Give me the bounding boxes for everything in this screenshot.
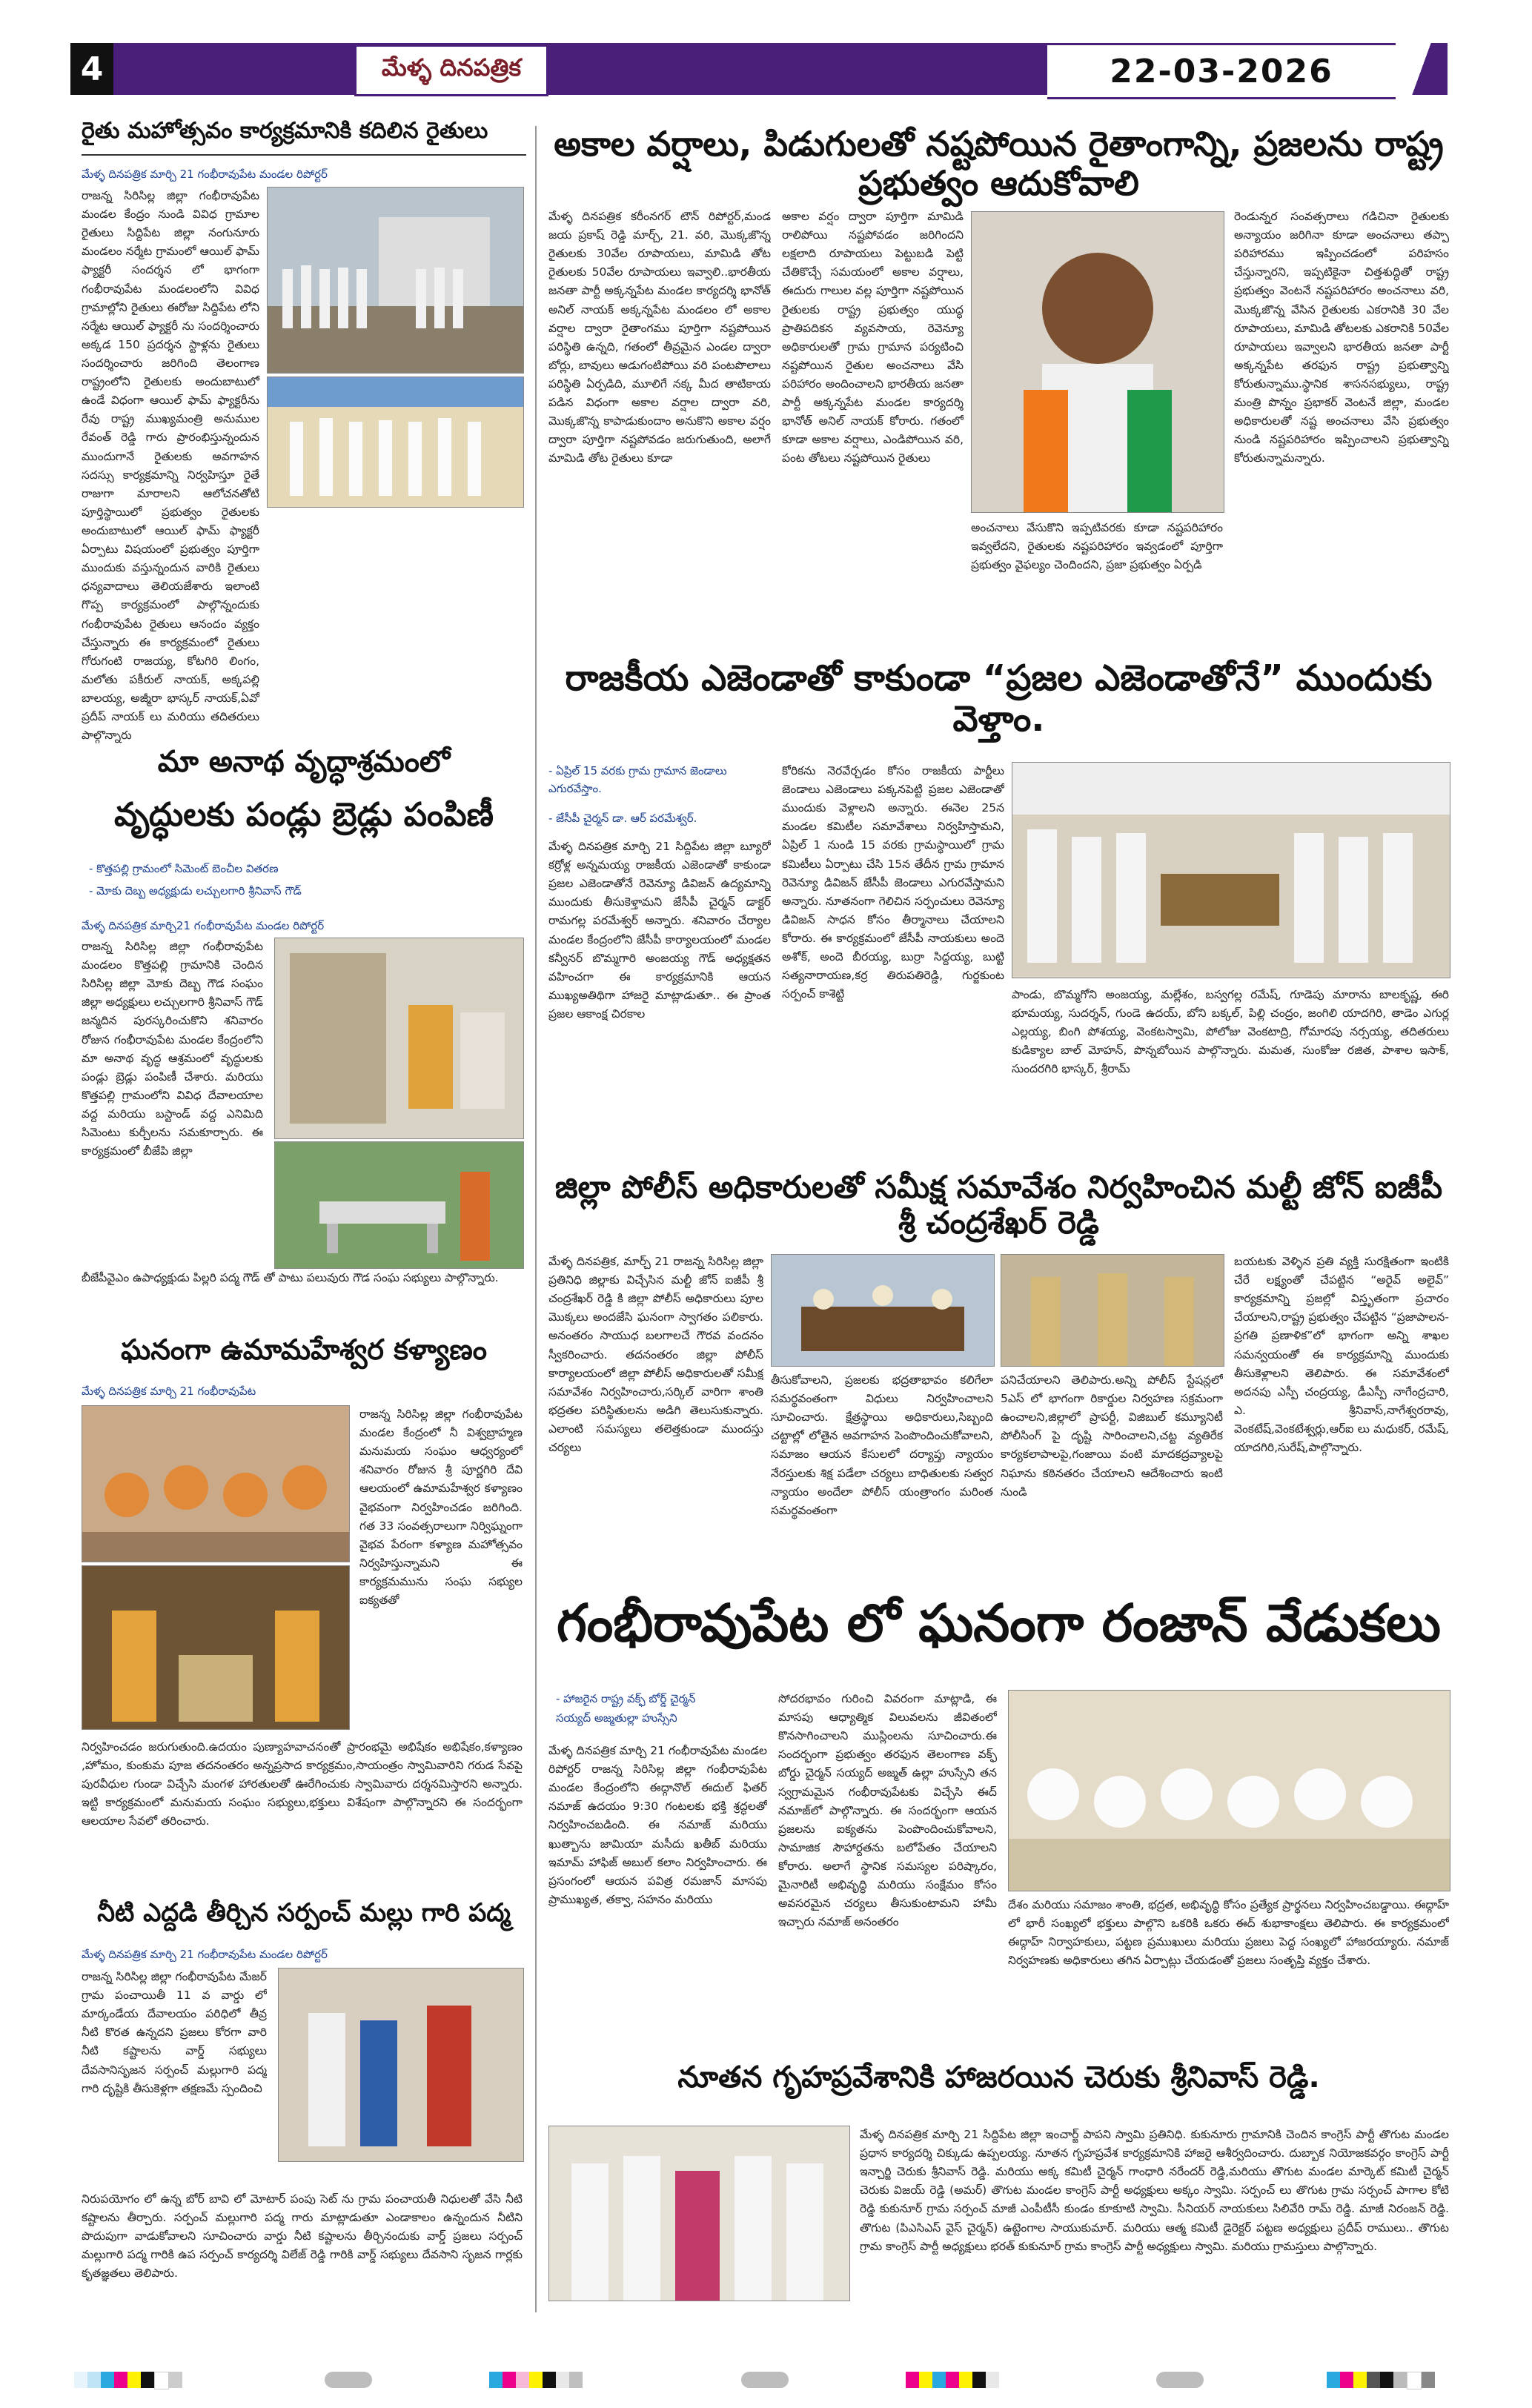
article-ramzan-col1: మేళ్ళ దినపత్రిక మార్చి 21 గంభీరావుపేట మండల రిపోర్టర్ రాజన్న సిరిసిల్ల జిల్లా గంభీరావుపేట మండల కేంద్రంలోని ఈద్గానొల్ ఈదుల్ ఫితర్ నమాజ్ ఉదయం 9:30 గంటలకు భక్తి శ్రద్ధలతో నిర్వహించబడింది. ఈ నమాజ్ మరియు ఖుత్బాను జామియా మసీదు ఖతీబ్ మరియు ఇమామ్ హాఫిజ్ అబుల్ కలాం నిర్వహించారు. ఈ ప్రసంగంలో ఆయన పవిత్ర రమజాన్ మాసపు ప్రాముఖ్యత, తక్వా, సహనం మరియు bbox=[548, 1744, 767, 1906]
article-oldage-headline-2: వృద్ధులకు పండ్లు బ్రెడ్లు పంపిణీ bbox=[114, 796, 494, 834]
registration-mark-icon bbox=[906, 2372, 999, 2388]
registration-mark-icon bbox=[1327, 2372, 1435, 2389]
article-ramzan-headline: గంభీరావుపేట లో ఘనంగా రంజాన్ వేడుకలు bbox=[556, 1593, 1442, 1654]
article-oldage-headline-1: మా అనాథ వృద్ధాశ్రమంలో bbox=[157, 745, 451, 779]
article-ramzan-sub-1: - హాజరైన రాష్ట్ర వక్ఫ్ బోర్డ్ చైర్మన్ bbox=[556, 1692, 696, 1705]
article-farmers-text: రాజన్న సిరిసిల్ల జిల్లా గంభీరావుపేట మండల కేంద్రం నుండి వివిధ గ్రామాల రైతులు సిద్దిపేట జిల్లా నంగునూరు మండలం నర్మేట గ్రామంలో ఆయిల్ ఫామ్ ఫ్యాక్టరీ సందర్శన లో భాగంగా గంభీరావుపేట మండలంలోని వివిధ గ్రామాల్లోని రైతులు ఈరోజు సిద్దిపేట లోని నర్మేట ఆయిల్ ఫ్యాక్టరీ ను సందర్శించారు అక్కడ 150 ప్రదర్శన స్టాళ్లను రైతులు సందర్శించారు జరిగింది తెలంగాణ రాష్ట్రంలోని రైతులకు అందుబాటులో ఉండే విధంగా ఆయిల్ ఫామ్ ఫ్యాక్టరీను రేవు రాష్ట్ర ముఖ్యమంత్రి అనుముల రేవంత్ రెడ్డి గారు ప్రారంభిస్తున్నందున ముందుగానే రైతులకు అవగాహన సదస్సు కార్యక్రమాన్ని నిర్వహిస్తూ రైతే రాజుగా మారాలని ఆలోచనతోటి పూర్తిస్థాయిలో ప్రభుత్వం రైతులకు అందుబాటులో ఆయిల్ ఫామ్ ఫ్యాక్టరీ ఏర్పాటు విషయంలో ప్రభుత్వం పూర్తిగా ముందుకు వస్తున్నందున వారికి రైతులు ధన్యవాదాలు తెలియజేశారు ఇలాంటి గొప్ప కార్యక్రమంలో పాల్గొన్నందుకు గంభీరావుపేట రైతులు ఆనందం వ్యక్తం చేస్తున్నారు ఈ కార్యక్రమంలో రైతులు గోరుగంటి రాజయ్య, కోటగిరి లింగం, మలోతు పకీరుల్ నాయక్, అక్కపల్లి బాలయ్య, అజ్మీరా భాస్కర్ నాయక్,ఏవో ప్రదీప్ నాయక్ లు మరియు తదితరులు పాల్గొన్నారు bbox=[82, 189, 259, 743]
article-ramzan-col2: సోదరభావం గురించి వివరంగా మాట్లాడి, ఈ మాసపు ఆధ్యాత్మిక విలువలను జీవితంలో కొనసాగించాలని ముస్లింలను సూచించారు.ఈ సందర్భంగా ప్రభుత్వం తరఫున తెలంగాణ వక్ఫ్ బోర్డు చైర్మన్ సయ్యద్ అజ్మత్ ఉల్లా హుస్సేని తన స్వగ్రామమైన గంభీరావుపేటకు విచ్చేసి ఈద్ నమాజ్‌లో పాల్గొన్నారు. ఈ సందర్భంగా ఆయన ప్రజలను ఐక్యతను పెంపొందించుకోవాలని, సామాజిక సౌహార్దతను బలోపేతం చేయాలని కోరారు. అలాగే స్థానిక సమస్యల పరిష్కారం, మైనారిటీ అభివృద్ధి మరియు సంక్షేమం కోసం అవసరమైన చర్యలు తీసుకుంటామని హామీ ఇచ్చారు నమాజ్ అనంతరం bbox=[778, 1692, 997, 1929]
police-guard-photo bbox=[1001, 1254, 1224, 1367]
jcp-meeting-photo bbox=[1012, 762, 1450, 978]
article-housewarming-headline: నూతన గృహప్రవేశానికి హాజరయిన చెరుకు శ్రీనివాస్ రెడ్డి. bbox=[677, 2060, 1320, 2094]
page-number: 4 bbox=[70, 43, 113, 95]
article-rains-col2: అకాల వర్షం ద్వారా పూర్తిగా మామిడి రాలిపోయి నష్టపోవడం జరిగిందని లక్షలాది రూపాయలు పెట్టుబడి పెట్టి చేతికొచ్చే సమయంలో అకాల వర్షాలు, ఈదురు గాలుల వల్ల పూర్తిగా నష్టపోయిన రైతులకు రాష్ట్ర ప్రభుత్వం యుద్ధ ప్రాతిపదికన వ్యవసాయ, రెవెన్యూ అధికారులతో గ్రామ గ్రామాన పర్యటించి నష్టపోయిన రైతుల అంచనాలు వేసి పరిహారం అందించాలని భారతీయ జనతా పార్టీ అక్కన్నపేట మండల కార్యదర్శి భానోత్ అనిల్ నాయక్ కోరారు. గతంలో కూడా అకాల వర్షాలు, ఎండిపోయిన వరి, పంట తోటలు నష్టపోయిన రైతులు bbox=[782, 210, 964, 465]
housewarming-photo bbox=[548, 2126, 850, 2301]
kalyanam-crowd-photo bbox=[82, 1405, 350, 1562]
article-oldage-text: రాజన్న సిరిసిల్ల జిల్లా గంభీరావుపేట మండలం కొత్తపల్లి గ్రామానికి చెందిన సిరిసిల్ల జిల్లా మోకు దెబ్బ గౌడ సంఘం జిల్లా అధ్యక్షులు లచ్చులగారి శ్రీనివాస్ గౌడ్ జన్మదిన పురస్కరించుకొని శనివారం రోజున గంభీరావుపేట మండల కేంద్రంలోని మా అనాథ వృద్ధ ఆశ్రమంలో వృద్ధులకు పండ్లు బ్రెడ్లు పంపిణీ చేశారు. మరియు కొత్తపల్లి గ్రామంలోని వివిధ దేవాలయాల వద్ద మరియు బస్టాండ్ వద్ద ఎనిమిది సిమెంటు కుర్చీలను సమకూర్చారు. ఈ కార్యక్రమంలో బీజేపి జిల్లా bbox=[82, 940, 263, 1158]
registration-mark-icon bbox=[1156, 2372, 1204, 2388]
article-police-col1: మేళ్ళ దినపత్రిక, మార్చ్ 21 రాజన్న సిరిసిల్ల జిల్లా ప్రతినిధి జిల్లాకు విచ్చేసిన మల్టీ జోన్ ఐజీపీ శ్రీ చంద్రశేఖర్ రెడ్డి కి జిల్లా పోలీస్ అధికారులు పూల మొక్కలు అందజేసి ఘనంగా స్వాగతం పలికారు. అనంతరం సాయుధ బలగాలచే గౌరవ వందనం స్వీకరించారు. తదనంతరం జిల్లా పోలీస్ కార్యాలయంలో జిల్లా పోలీస్ అధికారులతో సమీక్ష సమావేశం నిర్వహించారు,సర్కిల్ వారిగా శాంతి భద్రతల పరిస్థితులను అడిగి తెలుసుకున్నారు. ఎలాంటి సమస్యలు తలెత్తకుండా ముందస్తు చర్యలు bbox=[548, 1255, 763, 1455]
masthead-band bbox=[113, 43, 1047, 95]
article-oldage-byline: మేళ్ళ దినపత్రిక మార్చి21 గంభీరావుపేట మండల రిపోర్టర్ bbox=[82, 919, 325, 932]
article-water-text-end: నిరుపయోగం లో ఉన్న బోర్ బావి లో మోటార్ పంపు సెట్ ను గ్రామ పంచాయతీ నిధులతో వేసి నీటి కష్టాలను తీర్చారు. సర్పంచ్ మల్లుగారి పద్మ గారు మాట్లాడుతూ ఎండాకాలం ఉన్నందున నీటిని పొదుపుగా వాడుకోవాలని సూచించారు వార్డు నీటి కష్టాలను తీర్చినందుకు వార్డ్ ప్రజలు సర్పంచ్ మల్లుగారి పద్మ గారికి ఉప సర్పంచ్ కార్యదర్శి విలేజ్ రెడ్డి గారికి వార్డ్ సభ్యులు దేవసాని సృజన గార్లకు కృతజ్ఞతలు తెలిపారు. bbox=[82, 2192, 523, 2281]
article-jcp-col2: కోరికను నెరవేర్చడం కోసం రాజకీయ పార్టీలు జెండాలు ఎజెండాలు పక్కనపెట్టి ప్రజల ఎజెండాతో ముందుకు వెళ్లాలని అన్నారు. ఈనెల 25న మండల కమిటీల సమావేశాలు నిర్వహిస్తామని, ఏప్రిల్ 1 నుండి 15 వరకు గ్రామస్థాయిలో గ్రామ కమిటీలు ఏర్పాటు చేసి 15న తేదీన గ్రామ గ్రామాన రెవెన్యూ డివిజన్ జేసీపీ జెండాలు ఎగురవేస్తామని అన్నారు. నూతనంగా గెలిచిన సర్పంచులు రెవెన్యూ డివిజన్ సాధన కోసం తీర్మానాలు చేయాలని కోరారు. ఈ కార్యక్రమంలో జేసీపీ నాయకులు అందె అశోక్, అందె బీరయ్య, బుర్రా సిద్దయ్య, బుట్టి సత్యనారాయణ,కర్ర తిరుపతిరెడ్డి, గుర్జకుంట సర్పంచ్ కాశెట్టి bbox=[782, 764, 1004, 1001]
oldage-home-photo bbox=[274, 938, 524, 1139]
registration-mark-icon bbox=[489, 2372, 583, 2388]
sarpanch-motor-photo bbox=[278, 1968, 524, 2162]
article-police-headline: జిల్లా పోలీస్ అధికారులతో సమీక్ష సమావేశం నిర్వహించిన మల్టీ జోన్ ఐజీపీ శ్రీ చంద్రశేఖర్ రెడ్డి bbox=[554, 1169, 1443, 1241]
article-oldage-sub-2: - మోకు దెబ్బ అధ్యక్షుడు లచ్చులగారి శ్రీనివాస్ గౌడ్ bbox=[89, 884, 302, 898]
article-water-text: రాజన్న సిరిసిల్ల జిల్లా గంభీరావుపేట మేజర్ గ్రామ పంచాయితీ 11 వ వార్డు లో మార్కండేయ దేవాలయం పరిధిలో తీవ్ర నీటి కొరత ఉన్నదని ప్రజలు కోరగా వారి నీటి కష్టాలను వార్డ్ సభ్యులు దేవసానిసృజన సర్పంచ్ మల్లుగారి పద్మ గారి దృష్టికి తీసుకెళ్లగా తక్షణమే స్పందించి bbox=[82, 1970, 267, 2095]
cement-bench-photo bbox=[274, 1141, 524, 1269]
farmers-group-photo bbox=[267, 187, 524, 374]
police-meeting-photo bbox=[771, 1254, 995, 1367]
article-police-col3: పనిచేయాలని తెలిపారు.అన్ని పోలీస్ స్టేషన్లలో 5ఎస్ లో భాగంగా రికార్డుల నిర్వహణ సక్రమంగా ఉంచాలని,జిల్లాలో ప్రాపర్టీ, విజిబుల్ కమ్యూనిటీ పోలీసింగ్ పై దృష్టి సారించాలని,చట్ట వ్యతిరేక కార్యకలాపాలపై,గంజాయి వంటి మాదకద్రవ్యాలపై నిఘాను కఠినతరం చేయాలని ఆదేశించారు ఇంటి నుండి bbox=[1001, 1373, 1223, 1499]
farmers-stall-photo bbox=[267, 377, 524, 508]
article-police-col4: బయటకు వెళ్ళిన ప్రతి వ్యక్తి సురక్షితంగా ఇంటికి చేరే లక్ష్యంతో చేపట్టిన “అరైవ్ అలైవ్” కార్యక్రమాన్ని ప్రజల్లో విస్తృతంగా ప్రచారం చేయాలని,రాష్ట్ర ప్రభుత్వం చేపట్టిన “ప్రజాపాలన-ప్రగతి ప్రణాళిక”లో భాగంగా అన్ని శాఖల సమన్వయంతో ఈ కార్యక్రమాన్ని ముందుకు తీసుకెళ్లాలని తెలిపారు. ఈ సమావేశంలో అదనపు ఎస్పీ చంద్రయ్య, డీఎస్పీ నాగేంద్రచారి, ఎ. శ్రీనివాస్,నాగేశ్వరరావు, వెంకటేష్,వెంకటేశ్వర్లు,ఆర్ఐ లు మధుకర్, రమేష్, యాదగిరి,సురేష్,పాల్గొన్నారు. bbox=[1234, 1255, 1449, 1455]
article-rains-col1: మేళ్ళ దినపత్రిక కరీంనగర్ టౌన్ రిపోర్టర్,మండ జయ ప్రకాష్ రెడ్డి మార్చ్, 21. వరి, మొక్కజొన్న రైతులకు 30వేల రూపాయలు, మామిడి తోట రైతులకు 50వేల రూపాయలు ఇవ్వాలి..భారతీయ జనతా పార్టీ అక్కన్నపేట మండల కార్యదర్శి భానోత్ అనిల్ నాయక్ అక్కన్నపేట మండలం లో అకాల వర్షాల ద్వారా రైతాంగము పూర్తిగా నష్టపోయిన పరిస్థితి ఉన్నది, గతంలో తీవ్రమైన ఎండల ద్వారా బోర్లు, బావులు అడుగంటిపోయి వరి పంటపొలాలు పరిస్థితి ఏర్పడిది, మూలిగే నక్క మీద తాటికాయ పడిన విధంగా అకాల వర్షాల ద్వారా వరి, మొక్కజొన్న కాపాడుకుందాం అనుకొని అకాల వర్షం ద్వారా పూర్తిగా నష్టపోవడం జరుగుతుంది, అలాగే మామిడి తోట రైతులు కూడా bbox=[548, 210, 771, 465]
registration-mark-icon bbox=[74, 2372, 182, 2389]
rule bbox=[82, 154, 526, 156]
registration-mark-icon bbox=[741, 2372, 789, 2388]
article-housewarming-text: మేళ్ళ దినపత్రిక మార్చి 21 సిద్దిపేట జిల్లా ఇంచార్జ్ పాపని స్వామి ప్రతినిధి. కుకునూరు గ్రామానికి చెందిన కాంగ్రెస్ పార్టీ తొగుట మండల ప్రధాన కార్యదర్శి చిక్కుడు ఉప్పలయ్య. నూతన గృహప్రవేశ కార్యక్రమానికి హాజరై ఆశీర్వదించారు. దుబ్బాక నియోజకవర్గం కాంగ్రెస్ పార్టీ ఇన్చార్జి చెరుకు శ్రీనివాస్ రెడ్డి. మరియు అక్క కమిటీ చైర్మన్ గాంధారి నరేందర్ రెడ్డి,మరియు తొగుట మండల మార్కెట్ కమిటీ చైర్మన్ చెరుకు విజయ్ రెడ్డి (అమర్) తొగుట మండల కాంగ్రెస్ పార్టీ అధ్యక్షులు అక్కం స్వామి. సర్పంచ్ లు తొగుట గ్రామ సర్పంచ్ పాగాల కోటి రెడ్డి కుకునూర్ గ్రామ సర్పంచ్ మాజీ ఎంపీటీసీ కుండం కూకూటి స్వామి. సీనియర్ నాయకులు సిలివేరి రామ్ రెడ్డి. మాజీ నిరంజన్ రెడ్డి. తొగుట (పిఎసిఎస్ వైస్ చైర్మన్) ఉట్టెంగాల సాయుకుమార్. మరియు ఆత్మ కమిటీ డైరెక్టర్ పట్టణ అధ్యక్షులు ప్రదీప్ రాములు.. తొగుట గ్రామ కాంగ్రెస్ పార్టీ అధ్యక్షులు భరత్ కుకునూర్ గ్రామ కాంగ్రెస్ పార్టీ అధ్యక్షులు స్వామి. మరియు గ్రామస్తులు పాల్గొన్నారు. bbox=[860, 2128, 1449, 2253]
article-kalyanam-text-end: నిర్వహించడం జరుగుతుంది.ఉదయం పుణ్యాహవాచనంతో ప్రారంభమై అభిషేకం అభిషేకం,కళ్యాణం ,హోమం, కుంకుమ పూజ తదనంతరం అన్నప్రసాద కార్యక్రమం,సాయంత్రం స్వామివారిని గరుడ సేవపై పురవీధుల గుండా విచ్చేసి మంగళ హారతులతో ఊరేగించుకు స్వామివారు దర్శనమిస్తారని అన్నారు. ఇట్టి కార్యక్రమంలో మనుమయ సంఘం సభ్యులు,భక్తులు విశేషంగా పాల్గొన్నారని ఈ సందర్భంగా ఆలయాల సేవలో తరించారు. bbox=[82, 1740, 523, 1828]
article-jcp-sub-1: - ఏప్రిల్ 15 వరకు గ్రామ గ్రామాన జెండాలు ఎగురవేస్తాం. bbox=[548, 764, 727, 795]
masthead-corner bbox=[1396, 43, 1448, 95]
article-jcp-col1: మేళ్ళ దినపత్రిక మార్చి 21 సిద్దిపేట జిల్లా బ్యూరో కర్రోళ్ల అన్నమయ్య రాజకీయ ఎజెండాతో కాకుండా ప్రజల ఎజెండాతోనే రెవెన్యూ డివిజన్ ఉద్యమాన్ని ముందుకు తీసుకెళ్తామని జేసీపీ చైర్మన్ డాక్టర్ రామగల్ల పరమేశ్వర్ అన్నారు. శనివారం చేర్యాల మండల కేంద్రంలోని జేసీపీ కార్యాలయంలో మండల కన్వీనర్ బొమ్మగారి అంజయ్య గౌడ్ అధ్యక్షతన వహించగా ఈ కార్యక్రమానికి ఆయన ముఖ్యఅతిథిగా హాజరై మాట్లాడుతూ.. ఈ ప్రాంత ప్రజల ఆకాంక్ష చిరకాల bbox=[548, 840, 771, 1021]
article-rains-col3: అంచనాలు వేసుకొని ఇప్పటివరకు కూడా నష్టపరిహారం ఇవ్వలేదని, రైతులకు నష్టపరిహారం ఇవ్వడంలో పూర్తిగా ప్రభుత్వం వైఫల్యం చెందిందని, ప్రజా ప్రభుత్వం ఏర్పడి bbox=[971, 521, 1223, 572]
article-oldage-text-end: బీజేపీవైఎం ఉపాధ్యక్షుడు పిల్లరి పద్మ గౌడ్ తో పాటు పలువురు గౌడ సంఘ సభ్యులు పాల్గొన్నారు. bbox=[82, 1271, 499, 1284]
article-water-byline: మేళ్ళ దినపత్రిక మార్చి 21 గంభీరావుపేట మండల రిపోర్టర్ bbox=[82, 1948, 328, 1961]
article-farmers-headline: రైతు మహోత్సవం కార్యక్రమానికి కదిలిన రైతులు bbox=[82, 118, 488, 144]
article-police-col2: తీసుకోవాలని, ప్రజలకు భద్రతాభావం కలిగేలా సమర్థవంతంగా విధులు నిర్వహించాలని సూచించారు. క్షేత్రస్థాయి అధికారులు,సిబ్బంది చట్టాల్లో లోతైన అవగాహన పెంపొందించుకోవాలని, సమాజం ఆయన కేసులలో దర్యాప్తు న్యాయం నేరస్తులకు శిక్ష పడేలా చర్యలు బాధితులకు సత్వర న్యాయం అందేలా పోలీస్ యంత్రాంగం మరింత సమర్థవంతంగా bbox=[771, 1373, 993, 1517]
article-water-headline: నీటి ఎద్దడి తీర్చిన సర్పంచ్ మల్లు గారి పద్మ bbox=[97, 1898, 511, 1928]
registration-mark-icon bbox=[325, 2372, 372, 2388]
newspaper-logo: మేళ్ళ దినపత్రిక bbox=[354, 44, 548, 96]
article-ramzan-sub-2: సయ్యద్ అజ్మతుల్లా హుస్సేని bbox=[556, 1711, 677, 1725]
article-rains-col4: రెండున్నర సంవత్సరాలు గడిచినా రైతులకు అన్యాయం జరిగినా కూడా అంచనాలు తప్పా పరిహారము ఇప్పించడంలో పరిహసం చేస్తున్నారని, ఇప్పటికైనా చిత్తశుద్ధితో రాష్ట్ర ప్రభుత్వం వెంటనే నష్టపరిహారం అంచనాలు వరి, మొక్కజొన్న వేసిన రైతులకు ఎకరానికి 30 వేల రూపాయలు, మామిడి తోటలకు ఎకరానికి 50వేల రూపాయలు ఇవ్వాలని భారతీయ జనతా పార్టీ అక్కన్నపేట తరఫున రాష్ట్ర ప్రభుత్వాన్ని కోరుతున్నాము.స్థానిక శాసనసభ్యులు, రాష్ట్ర మంత్రి పొన్నం ప్రభాకర్ వెంటనే జిల్లా, మండల అధికారులతో నష్ట అంచనాలు వేసి ప్రభుత్వం నుండి నష్టపరిహారం ఇప్పించాలని ప్రభుత్వాన్ని కోరుతున్నామన్నారు. bbox=[1234, 210, 1449, 465]
article-jcp-headline: రాజకీయ ఎజెండాతో కాకుండా “ప్రజల ఎజెండాతోనే” ముందుకు వెళ్తాం. bbox=[565, 657, 1433, 740]
issue-date: 22-03-2026 bbox=[1047, 43, 1396, 99]
article-kalyanam-byline: మేళ్ళ దినపత్రిక మార్చి 21 గంభీరావుపేట bbox=[82, 1384, 256, 1398]
article-jcp-sub-2: - జేసీపీ చైర్మన్ డా. ఆర్ పరమేశ్వర్. bbox=[548, 812, 697, 825]
article-kalyanam-text: రాజన్న సిరిసిల్ల జిల్లా గంభీరావుపేట మండల కేంద్రంలో నీ విశ్వబ్రాహ్మణ మనుమయ సంఘం ఆధ్వర్యంలో శనివారం రోజున శ్రీ పూర్ణగిరి దేవి ఆలయంలో ఉమామహేశ్వర కళ్యాణం వైభవంగా నిర్వహించడం జరిగింది. గత 33 సంవత్సరాలుగా నిర్విఘ్నంగా వైభవ పేరంగా కళ్యాణ మహోత్సవం నిర్వహిస్తున్నామని ఈ కార్యక్రమమును సంఘ సభ్యుల ఐక్యతతో bbox=[359, 1407, 523, 1608]
article-kalyanam-headline: ఘనంగా ఉమామహేశ్వర కళ్యాణం bbox=[121, 1333, 487, 1366]
article-jcp-col3: పాండు, బొమ్మగోని అంజయ్య, మల్లేశం, బస్వగల్ల రమేష్, గూడెపు మారాను బాలకృష్ణ, ఈరి భూమయ్య, సుదర్శన్, గుండె ఉదయ్, బోని బక్కల్, పిల్లి చంద్రం, జంగిలి యాదగిరి, తాడెం ఎగుర్ల ఎల్లయ్య, బింగి పోశయ్య, వెంకటస్వామి, పోలోజు వెంకటాద్రి, గోమారపు నర్సయ్య, తదితరులు కుడిక్యాల బాల్ మోహన్, పొన్నబోయిన పాల్గొన్నారు. మమత, సుంకోజు రజిత, పాశాల ఇసాక్, సుందరగిరి భాస్కర్, శ్రీరామ్ bbox=[1012, 988, 1449, 1076]
column-divider bbox=[535, 126, 537, 2312]
ramzan-prayer-photo bbox=[1008, 1690, 1450, 1891]
anil-nayak-portrait bbox=[971, 211, 1224, 513]
article-farmers-byline: మేళ్ళ దినపత్రిక మార్చి 21 గంభీరావుపేట మండల రిపోర్టర్ bbox=[82, 168, 328, 181]
article-ramzan-col3: దేశం మరియు సమాజం శాంతి, భద్రత, అభివృద్ధి కోసం ప్రత్యేక ప్రార్థనలు నిర్వహించబడ్డాయి. ఈద్గాహ్ లో భారీ సంఖ్యలో భక్తులు పాల్గొని ఒకరికి ఒకరు ఈద్ శుభాకాంక్షలు తెలిపారు. ఈ కార్యక్రమంలో ఈద్గాహ్ నిర్వాహకులు, పట్టణ ప్రముఖులు మరియు ప్రజలు పెద్ద సంఖ్యలో హాజరయ్యారు. నమాజ్ నిర్వహణకు అధికారులు తగిన ఏర్పాట్లు చేయడంతో ప్రజలు సంతృప్తి వ్యక్తం చేశారు. bbox=[1008, 1898, 1449, 1968]
article-rains-headline: అకాల వర్షాలు, పిడుగులతో నష్టపోయిన రైతాంగాన్ని, ప్రజలను రాష్ట్ర ప్రభుత్వం ఆదుకోవాలి bbox=[554, 124, 1444, 203]
kalyanam-priests-photo bbox=[82, 1565, 350, 1730]
article-oldage-sub-1: - కొత్తపల్లి గ్రామంలో సిమెంట్ బెంచీల వితరణ bbox=[89, 862, 279, 875]
